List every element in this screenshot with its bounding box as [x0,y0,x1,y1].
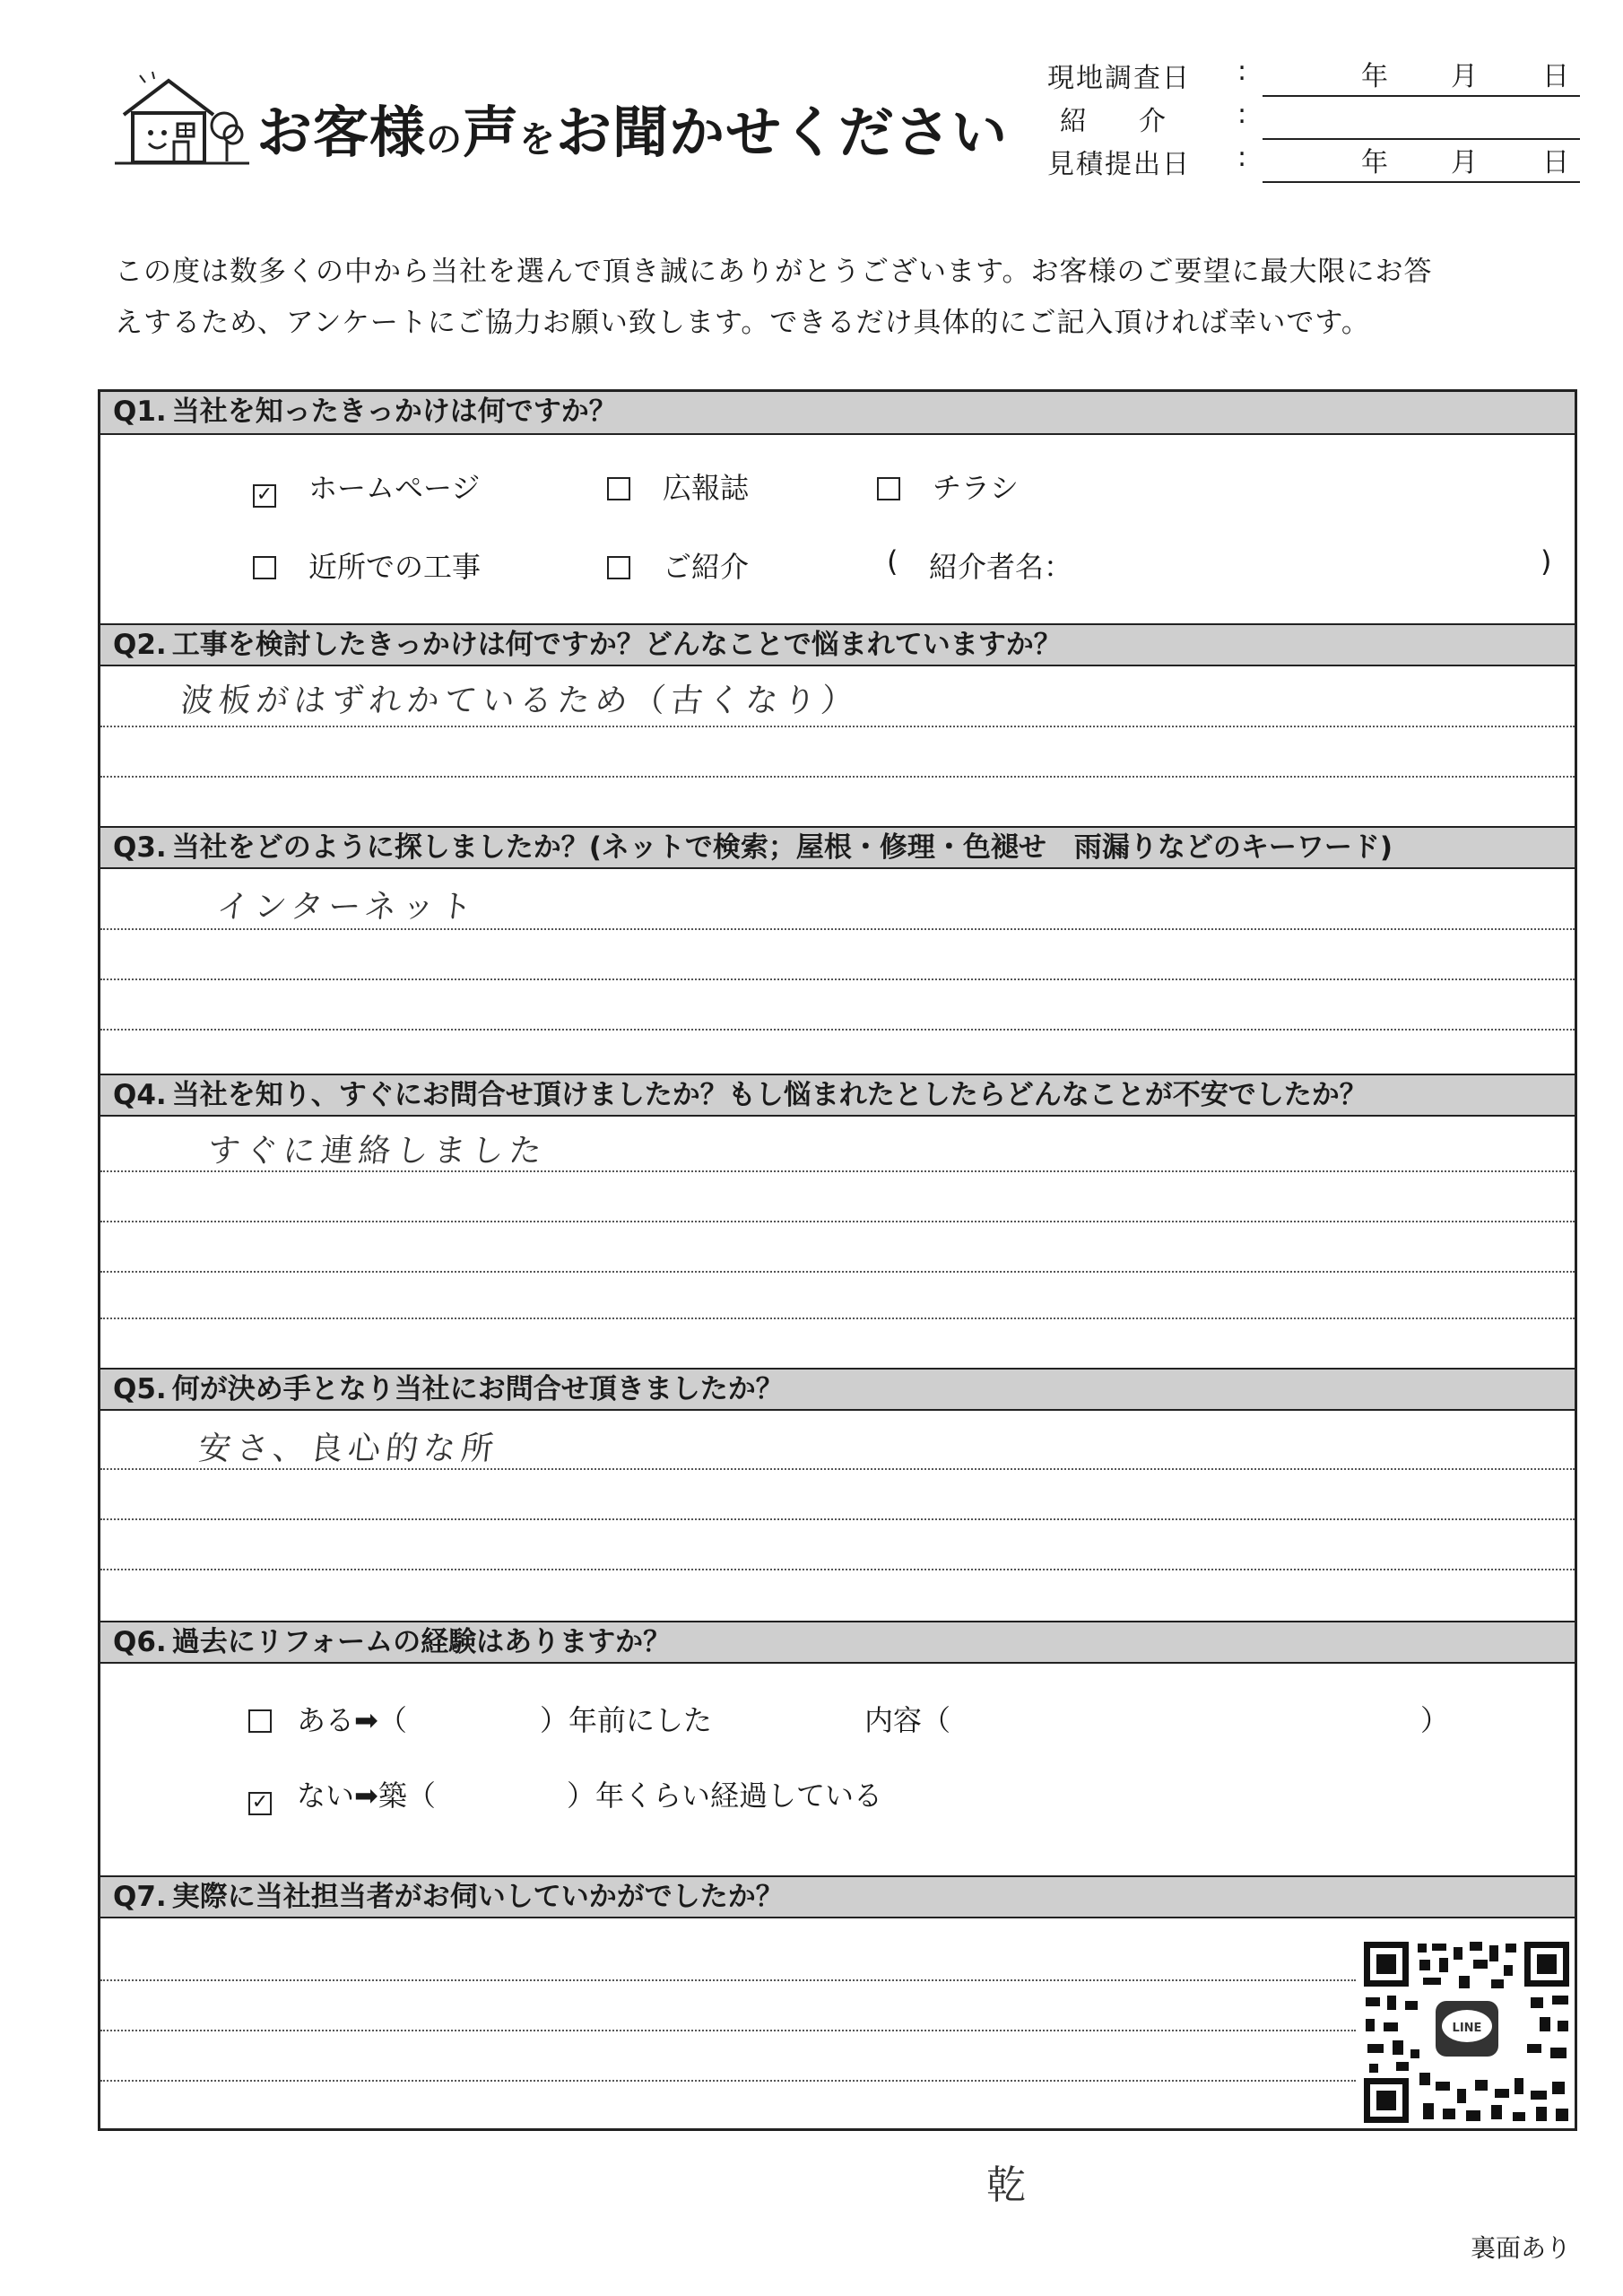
title-part: 声 [463,100,520,165]
q3-header [100,826,1575,869]
month-label: 月 [1451,61,1478,92]
q6-option-no[interactable] [248,1773,436,1815]
checkbox-icon[interactable] [248,1709,272,1733]
handwritten-stamp: 乾 [986,2162,1026,2208]
q1-option-referral[interactable] [607,544,749,586]
answer-line [100,1170,1575,1172]
paren-close: ） [1420,1703,1450,1737]
answer-line [100,1518,1575,1520]
line-qr-code-icon[interactable] [1360,1938,1573,2126]
estimate-date-field [1047,136,1580,183]
checkbox-icon[interactable] [253,556,276,579]
checkbox-icon[interactable] [607,556,630,579]
answer-line [100,1569,1575,1570]
no-years-label: ）年くらい経過している [567,1779,883,1813]
q1-number: Q1. [113,396,167,428]
q3-number: Q3. [113,831,167,864]
answer-line [100,1271,1575,1273]
q5-question: 何が決め手となり当社にお問合せ頂きましたか？ [171,1373,784,1405]
answer-line [100,776,1575,778]
referrer-label: 紹介者名： [929,550,1073,584]
q6-question: 過去にリフォームの経験はありますか？ [171,1626,672,1658]
answer-line [100,1979,1356,1981]
line-label: LINE [1452,2022,1482,2035]
intro-line: この度は数多くの中から当社を選んで頂き誠にありがとうございます。お客様のご要望に最大限にお答 [115,256,1433,288]
no-label: ない➡築（ [297,1779,436,1813]
q4-header [100,1074,1575,1117]
intro-text [115,247,1585,349]
yes-years-label: ）年前にした [540,1703,713,1737]
month-label: 月 [1451,147,1478,178]
colon: : [1237,142,1247,173]
q6-header [100,1621,1575,1664]
q1-header [100,392,1575,435]
year-label: 年 [1361,61,1388,92]
answer-line [100,1221,1575,1222]
q3-question: 当社をどのように探しましたか？(ネットで検索；屋根・修理・色褪せ 雨漏りなどのキーワード) [171,831,1393,864]
underline [1263,181,1580,183]
q1-question: 当社を知ったきっかけは何ですか？ [171,396,617,428]
site-survey-date-field [1047,50,1580,97]
paren-open: ( [887,544,898,578]
q4-number: Q4. [113,1079,167,1111]
title-part: お客様 [256,100,427,165]
referral-label: 紹 介 [1060,106,1178,137]
estimate-label: 見積提出日 [1047,149,1191,180]
house-logo-icon [115,70,249,169]
referral-field [1047,93,1580,140]
answer-line [100,1029,1575,1031]
q1-option-nearby-work[interactable] [253,544,481,586]
colon: : [1237,56,1247,87]
q4-question: 当社を知り、すぐにお問合せ頂けましたか？もし悩まれたとしたらどんなことが不安でしたか？ [171,1079,1367,1111]
answer-line [100,928,1575,930]
year-label: 年 [1361,147,1388,178]
q5-number: Q5. [113,1373,167,1405]
option-label: 広報誌 [663,471,750,505]
q2-question: 工事を検討したきっかけは何ですか？どんなことで悩まれていますか？ [171,629,1062,661]
q4-answer[interactable]: すぐに連絡しました [205,1133,549,1170]
q7-question: 実際に当社担当者がお伺いしていかがでしたか？ [171,1881,784,1913]
q5-answer[interactable]: 安さ、良心的な所 [196,1431,501,1467]
q6-option-yes[interactable] [248,1698,407,1739]
q6-number: Q6. [113,1626,167,1658]
paren-close: ) [1541,544,1552,578]
colon: : [1237,99,1247,130]
day-label: 日 [1542,147,1569,178]
option-label: ホームページ [308,471,481,505]
option-label: チラシ [933,471,1020,505]
option-label: ご紹介 [663,550,750,584]
title-part: の [426,119,464,161]
intro-line: えするため、アンケートにご協力お願い致します。できるだけ具体的にご記入頂ければ幸いです。 [115,307,1370,339]
q5-header [100,1368,1575,1411]
day-label: 日 [1542,61,1569,92]
q1-option-newsletter[interactable] [607,465,749,507]
answer-line [100,2080,1356,2082]
back-side-note: 裏面あり [1471,2233,1572,2263]
q2-answer[interactable]: 波板がはずれかているため（古くなり） [178,683,861,719]
checkbox-icon[interactable] [877,477,900,500]
answer-line [100,1468,1575,1470]
q1-option-flyer[interactable] [877,465,1019,507]
title-part: お聞かせください [556,100,1009,165]
page-title [256,88,1008,168]
checkbox-checked-icon[interactable]: ✓ [253,484,276,508]
answer-line [100,726,1575,727]
q2-number: Q2. [113,629,167,661]
q2-header [100,623,1575,666]
answer-line [100,1318,1575,1319]
option-label: 近所での工事 [308,550,482,584]
checkbox-icon[interactable] [607,477,630,500]
questionnaire-form [98,389,1577,2131]
q7-number: Q7. [113,1881,167,1913]
answer-line [100,978,1575,980]
checkbox-checked-icon[interactable]: ✓ [248,1792,272,1815]
q7-header [100,1875,1575,1918]
content-label: 内容（ [864,1703,951,1737]
yes-label: ある➡（ [297,1703,407,1737]
q1-option-homepage[interactable] [253,465,480,508]
title-part: を [519,119,557,161]
q3-answer[interactable]: インターネット [214,889,480,926]
answer-line [100,2030,1356,2031]
site-survey-label: 現地調査日 [1047,63,1191,94]
